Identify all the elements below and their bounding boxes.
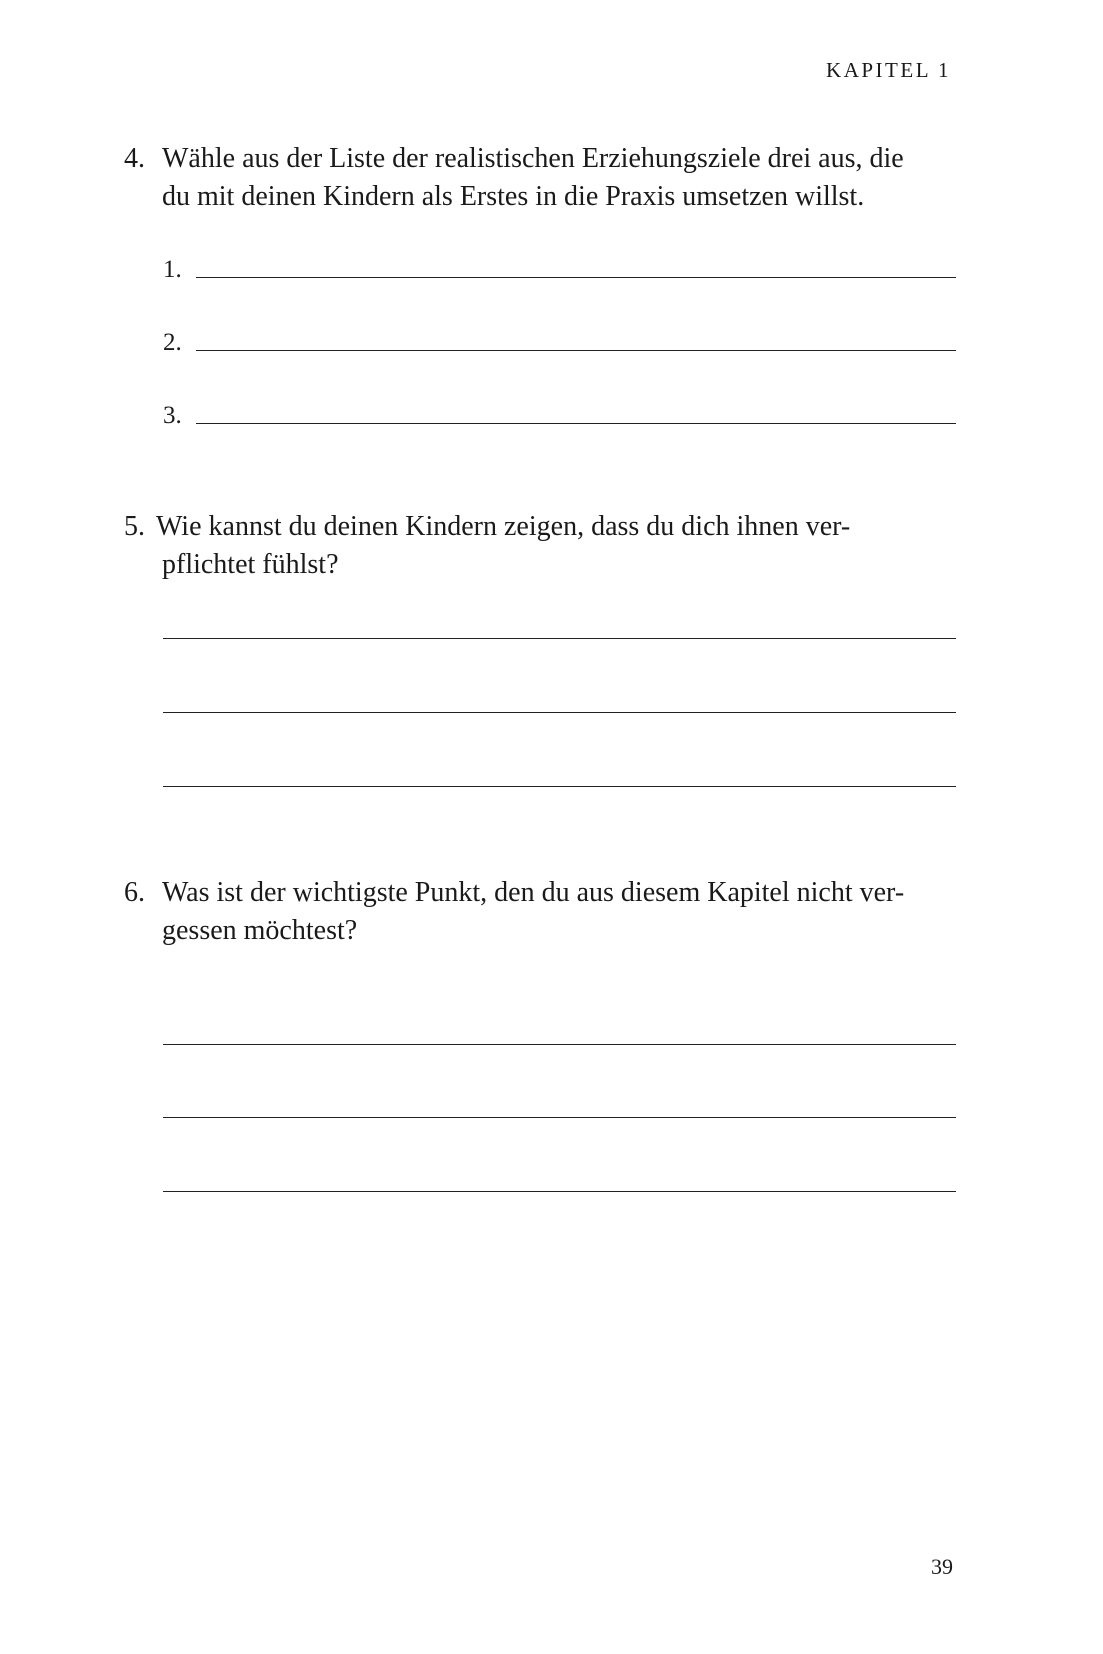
question-6-text-2: gessen möchtest? (162, 915, 358, 946)
page-number: 39 (931, 1554, 953, 1579)
question-5-text-1: Wie kannst du deinen Kindern zeigen, dass du dich ihnen ver- (156, 511, 851, 542)
question-5-text-2: pflichtet fühlst? (162, 549, 339, 580)
question-5-number: 5. (124, 511, 145, 542)
answer-rule-1[interactable] (196, 277, 956, 278)
answer-line-6-1[interactable] (163, 1044, 956, 1045)
question-4 (124, 140, 956, 216)
answer-line-6-2[interactable] (163, 1117, 956, 1118)
question-4-number: 4. (124, 143, 145, 174)
question-4-text-1: Wähle aus der Liste der realistischen Erziehungsziele drei aus, die (162, 143, 904, 174)
answer-field-2[interactable] (163, 315, 956, 355)
answer-line-6-3[interactable] (163, 1191, 956, 1192)
answer-label-2: 2. (163, 329, 182, 356)
answer-line-5-2[interactable] (163, 712, 956, 713)
answer-line-5-1[interactable] (163, 638, 956, 639)
question-5 (124, 508, 956, 584)
question-5-line-1 (124, 508, 956, 546)
answer-rule-2[interactable] (196, 350, 956, 351)
answer-field-3[interactable] (163, 388, 956, 428)
running-head: KAPITEL 1 (826, 58, 951, 82)
answer-label-3: 3. (163, 402, 182, 429)
answer-field-1[interactable] (163, 242, 956, 282)
question-4-line-1 (124, 140, 956, 178)
question-4-text-2: du mit deinen Kindern als Erstes in die Praxis umsetzen willst. (162, 181, 865, 212)
question-6-number: 6. (124, 877, 145, 908)
answer-line-5-3[interactable] (163, 786, 956, 787)
answer-label-1: 1. (163, 256, 182, 283)
question-6 (124, 874, 956, 950)
question-6-text-1: Was ist der wichtigste Punkt, den du aus diesem Kapitel nicht ver- (162, 877, 905, 908)
answer-rule-3[interactable] (196, 423, 956, 424)
question-6-line-1 (124, 874, 956, 912)
